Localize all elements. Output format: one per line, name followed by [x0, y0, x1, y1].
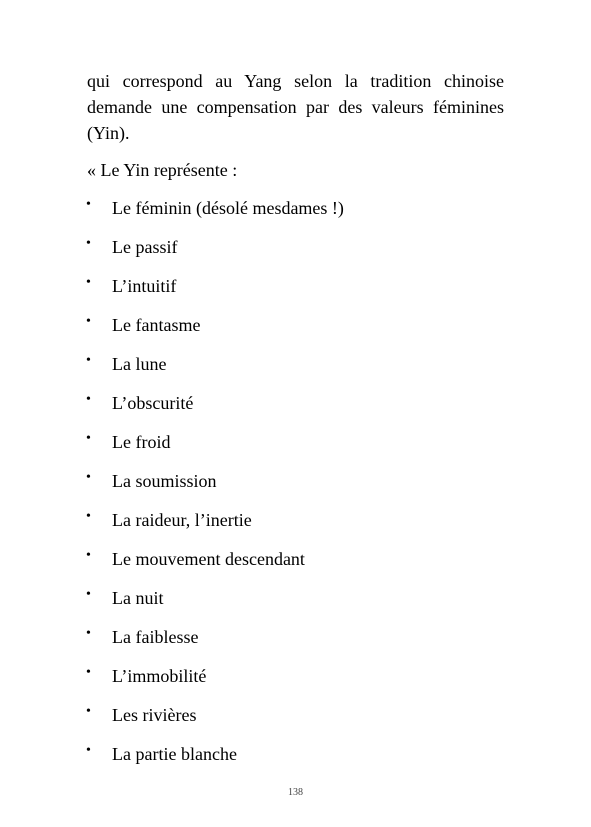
- list-item-text: La soumission: [112, 471, 217, 491]
- bullet-icon: •: [86, 587, 91, 602]
- bullet-icon: •: [86, 743, 91, 758]
- list-item-text: Le mouvement descendant: [112, 549, 305, 569]
- bullet-icon: •: [86, 353, 91, 368]
- list-item-text: Le fantasme: [112, 315, 201, 335]
- bullet-icon: •: [86, 314, 91, 329]
- bullet-icon: •: [86, 509, 91, 524]
- body-paragraph: qui correspond au Yang selon la tradition chinoise demande une compensation par des valeurs féminines (Yin).: [87, 71, 504, 143]
- bullet-icon: •: [86, 470, 91, 485]
- bullet-icon: •: [86, 704, 91, 719]
- page-number: 138: [288, 787, 303, 798]
- bullet-icon: •: [86, 236, 91, 251]
- list-item-text: La partie blanche: [112, 744, 237, 764]
- list-item-text: La lune: [112, 354, 167, 374]
- list-item-text: La faiblesse: [112, 627, 199, 647]
- bullet-icon: •: [86, 275, 91, 290]
- bullet-icon: •: [86, 431, 91, 446]
- list-item-text: Les rivières: [112, 705, 197, 725]
- list-item-text: Le froid: [112, 432, 171, 452]
- list-item-text: Le féminin (désolé mesdames !): [112, 198, 344, 218]
- list-item-text: La nuit: [112, 588, 164, 608]
- list-item-text: L’intuitif: [112, 276, 177, 296]
- list-item-text: L’obscurité: [112, 393, 194, 413]
- bullet-icon: •: [86, 197, 91, 212]
- bullet-icon: •: [86, 392, 91, 407]
- bullet-icon: •: [86, 665, 91, 680]
- list-item-text: L’immobilité: [112, 666, 207, 686]
- bullet-icon: •: [86, 548, 91, 563]
- list-item-text: La raideur, l’inertie: [112, 510, 252, 530]
- bullet-icon: •: [86, 626, 91, 641]
- quote-intro: « Le Yin représente :: [87, 160, 238, 180]
- list-item-text: Le passif: [112, 237, 178, 257]
